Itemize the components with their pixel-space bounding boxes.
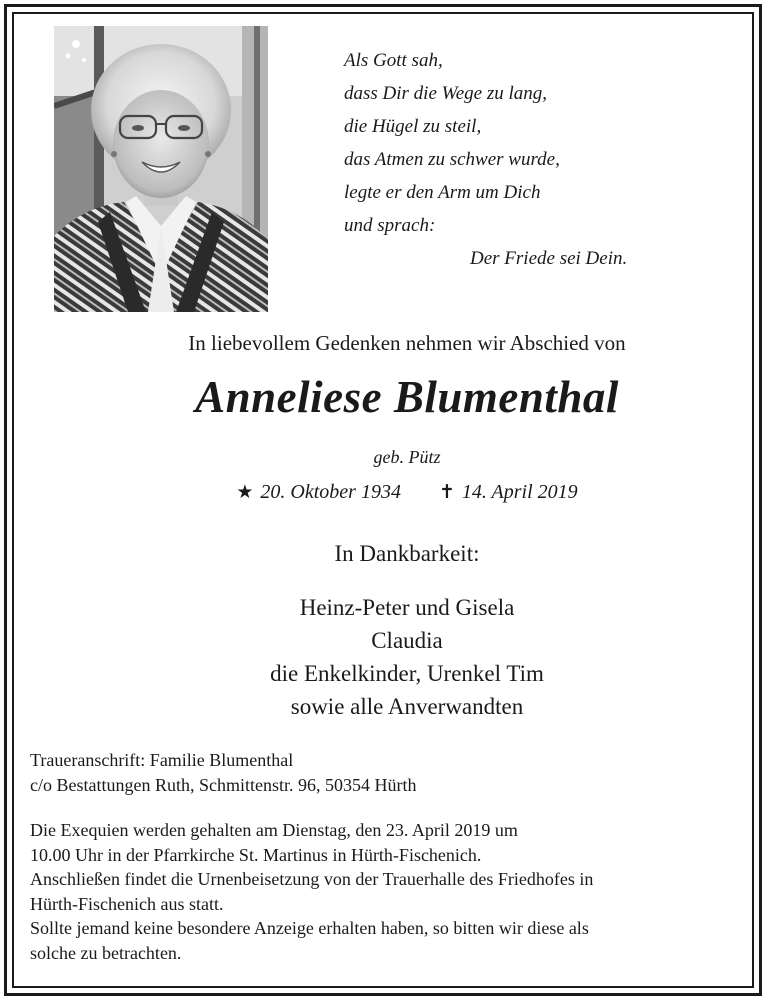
poem-closing-line: Der Friede sei Dein. (470, 248, 628, 269)
notice-line: Hürth-Fischenich aus statt. (30, 893, 224, 914)
poem-line: dass Dir die Wege zu lang, (344, 83, 548, 104)
notice-line: Anschließen findet die Urnenbeisetzung von der Trauerhalle des Friedhofes in (30, 869, 594, 889)
survivor-line: die Enkelkinder, Urenkel Tim (270, 661, 544, 686)
star-icon: ★ (236, 482, 254, 503)
birth-date: 20. Oktober (260, 481, 356, 503)
death-date: 14. April 2019 (461, 481, 578, 503)
life-dates (24, 481, 766, 504)
memorial-poem (344, 44, 674, 275)
survivor-line: sowie alle Anverwandten (290, 694, 524, 719)
birth-year: 1934 (360, 481, 401, 503)
notice-line: 10.00 Uhr in der Pfarrkirche St. Martinus in Hürth-Fischenich. (30, 844, 482, 865)
funeral-notice (30, 818, 740, 965)
survivor-line: Claudia (371, 628, 443, 653)
address-line: c/o Bestattungen Ruth, Schmittenstr. 96, 50354 Hürth (30, 775, 417, 795)
deceased-name: Anneliese Blumenthal (195, 372, 619, 422)
cross-icon: ✝ (438, 482, 455, 503)
poem-line: das Atmen zu schwer wurde, (344, 149, 560, 170)
poem-line: und sprach: (344, 215, 436, 236)
poem-line: Als Gott sah, (344, 50, 443, 71)
survivors-list (24, 591, 766, 723)
farewell-intro: In liebevollem Gedenken nehmen wir Abschied von (188, 331, 626, 355)
poem-line: legte er den Arm um Dich (344, 182, 541, 203)
thanks-heading: In Dankbarkeit: (334, 541, 480, 566)
address-line: Traueranschrift: Familie Blumenthal (30, 750, 294, 770)
portrait-photo (54, 26, 268, 312)
notice-line: solche zu betrachten. (30, 942, 182, 963)
birth-name: geb. Pütz (373, 447, 441, 467)
poem-line: die Hügel zu steil, (344, 116, 482, 137)
mourning-address (30, 748, 416, 798)
survivor-line: Heinz-Peter und Gisela (299, 595, 515, 620)
notice-line: Die Exequien werden gehalten am Dienstag, den 23. April 2019 um (30, 820, 518, 840)
notice-line: Sollte jemand keine besondere Anzeige erhalten haben, so bitten wir diese als (30, 918, 589, 938)
